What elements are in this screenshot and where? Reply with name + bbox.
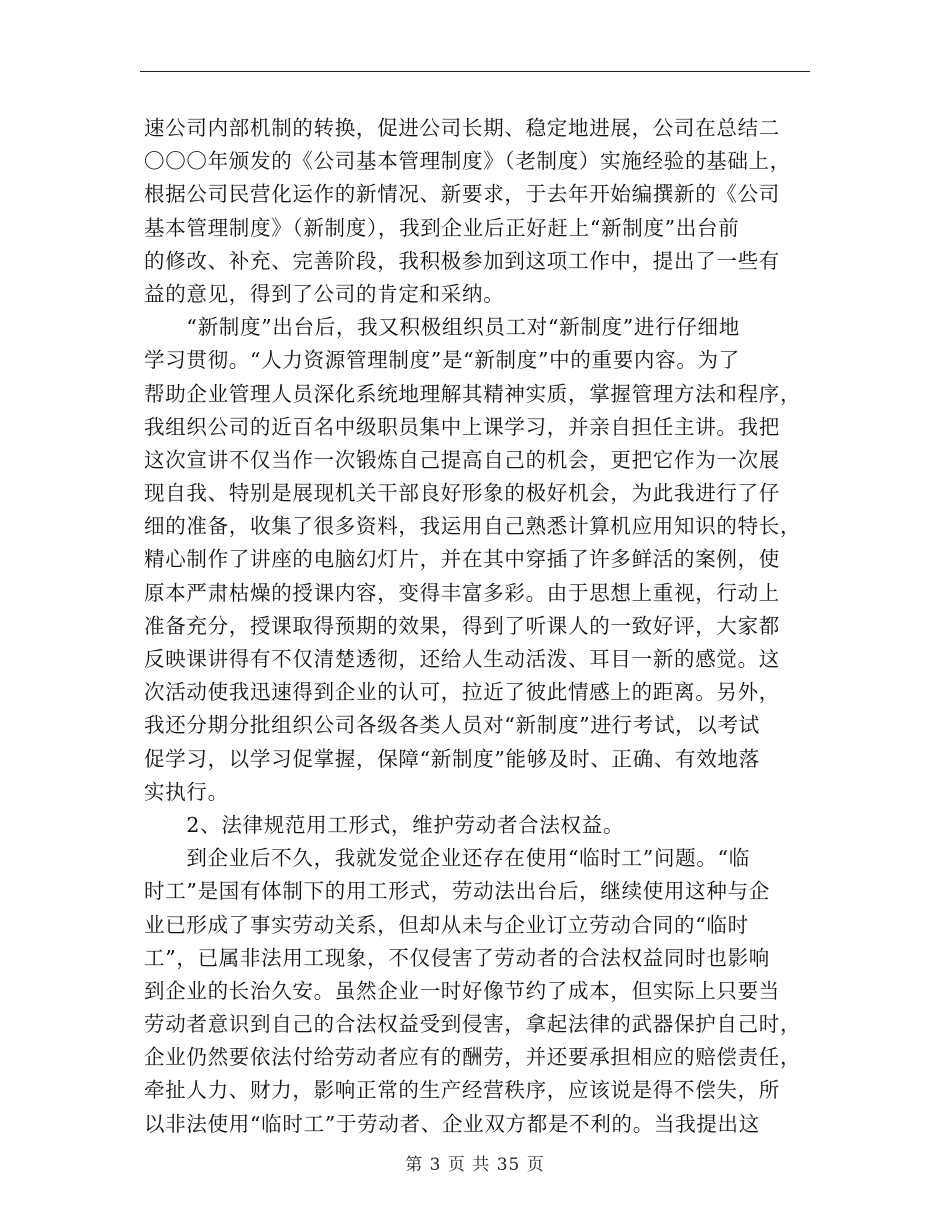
text-line: 工”，已属非法用工现象，不仅侵害了劳动者的合法权益同时也影响 bbox=[144, 945, 770, 970]
text-line: 帮助企业管理人员深化系统地理解其精神实质，掌握管理方法和程序， bbox=[144, 381, 802, 406]
section-heading: 2、法律规范用工形式，维护劳动者合法权益。 bbox=[144, 812, 625, 837]
text-line: 原本严肃枯燥的授课内容，变得丰富多彩。由于思想上重视，行动上 bbox=[144, 580, 780, 605]
text-line: 学习贯彻。“人力资源管理制度”是“新制度”中的重要内容。为了 bbox=[144, 348, 740, 373]
text-line: 实执行。 bbox=[144, 779, 229, 804]
text-line: 业已形成了事实劳动关系，但却从未与企业订立劳动合同的“临时 bbox=[144, 912, 749, 937]
text-line: 的修改、补充、完善阶段，我积极参加到这项工作中，提出了一些有 bbox=[144, 248, 780, 273]
text-line: 我还分期分批组织公司各级各类人员对“新制度”进行考试，以考试 bbox=[144, 713, 760, 738]
text-line: 基本管理制度》（新制度），我到企业后正好赶上“新制度”出台前 bbox=[144, 215, 740, 240]
text-line: “新制度”出台后，我又积极组织员工对“新制度”进行仔细地 bbox=[144, 315, 740, 340]
text-line: 速公司内部机制的转换，促进公司长期、稳定地进展，公司在总结二 bbox=[144, 116, 780, 140]
text-line: 这次宣讲不仅当作一次锻炼自己提高自己的机会，更把它作为一次展 bbox=[144, 447, 780, 472]
text-line: 企业仍然要依法付给劳动者应有的酬劳，并还要承担相应的赔偿责任， bbox=[144, 1045, 802, 1070]
text-line: 益的意见，得到了公司的肯定和采纳。 bbox=[144, 281, 505, 306]
text-line: 现自我、特别是展现机关干部良好形象的极好机会，为此我进行了仔 bbox=[144, 481, 780, 506]
text-line: 细的准备，收集了很多资料，我运用自己熟悉计算机应用知识的特长， bbox=[144, 514, 802, 539]
text-line: 精心制作了讲座的电脑幻灯片，并在其中穿插了许多鲜活的案例，使 bbox=[144, 547, 780, 572]
text-line: 反映课讲得有不仅清楚透彻，还给人生动活泼、耳目一新的感觉。这 bbox=[144, 647, 780, 671]
text-line: 〇〇〇年颁发的《公司基本管理制度》（老制度）实施经验的基础上， bbox=[144, 149, 791, 174]
text-line: 时工”是国有体制下的用工形式，劳动法出台后，继续使用这种与企 bbox=[144, 879, 770, 904]
text-line: 牵扯人力、财力，影响正常的生产经营秩序，应该说是得不偿失，所 bbox=[144, 1078, 780, 1103]
text-line: 准备充分，授课取得预期的效果，得到了听课人的一致好评，大家都 bbox=[144, 613, 780, 638]
document-body bbox=[144, 112, 804, 1141]
text-line: 根据公司民营化运作的新情况、新要求，于去年开始编撰新的《公司 bbox=[144, 182, 780, 207]
page-footer: 第 3 页 共 35 页 bbox=[405, 1155, 545, 1175]
text-line: 促学习，以学习促掌握，保障“新制度”能够及时、正确、有效地落 bbox=[144, 746, 760, 771]
text-line: 次活动使我迅速得到企业的认可，拉近了彼此情感上的距离。另外， bbox=[144, 680, 780, 705]
text-line: 到企业后不久，我就发觉企业还存在使用“临时工”问题。“临 bbox=[144, 846, 750, 871]
text-line: 劳动者意识到自己的合法权益受到侵害，拿起法律的武器保护自己时， bbox=[144, 1012, 802, 1037]
text-line: 我组织公司的近百名中级职员集中上课学习，并亲自担任主讲。我把 bbox=[144, 414, 780, 439]
text-line: 以非法使用“临时工”于劳动者、企业双方都是不利的。当我提出这 bbox=[144, 1111, 760, 1136]
text-line: 到企业的长治久安。虽然企业一时好像节约了成本，但实际上只要当 bbox=[144, 978, 780, 1003]
header-rule bbox=[140, 71, 810, 72]
